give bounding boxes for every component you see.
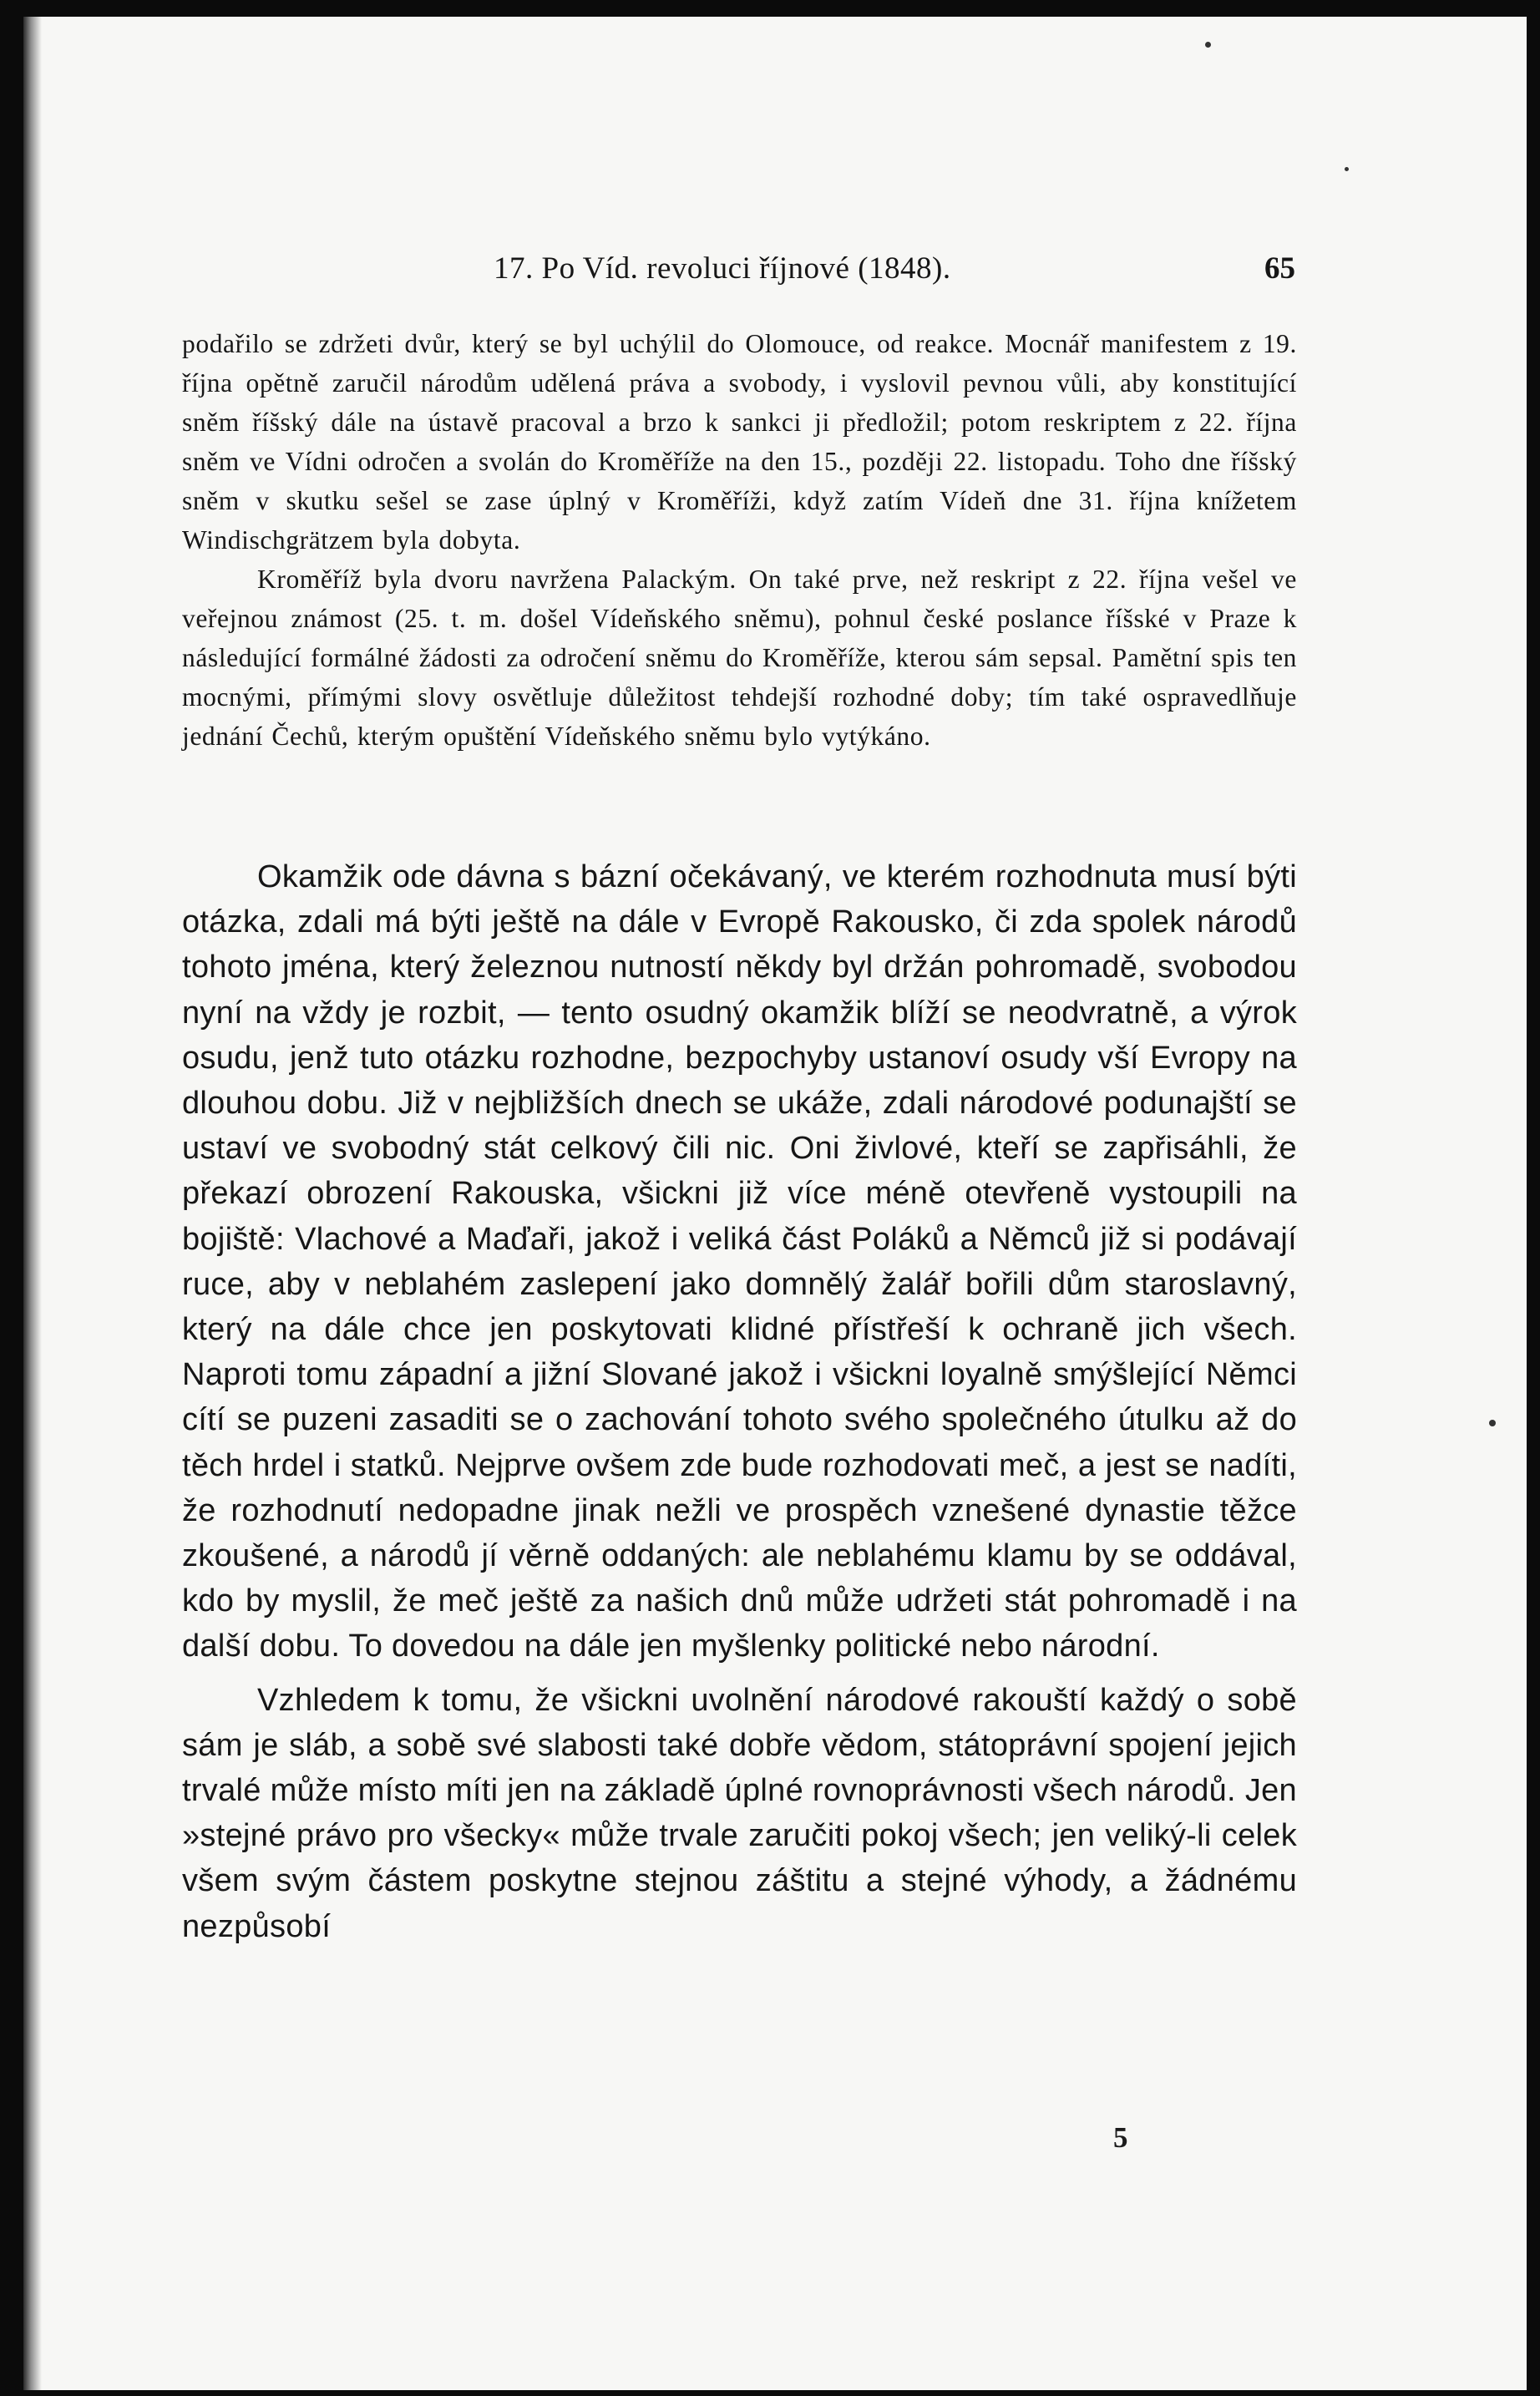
dust-speck bbox=[1205, 42, 1211, 48]
body-paragraph: Okamžik ode dávna s bázní očekávaný, ve kterém rozhodnuta musí býti otázka, zdali má býti ještě na dále v Evropě Rakousko, či zda spolek národů tohoto jména, který železnou nutností někdy byl držán pohromadě, svobodou nyní na vždy je rozbit, — tento osudný okamžik blíží se neodvratně, a výrok osudu, jenž tuto otázku rozhodne, bezpochyby ustanoví osudy vší Evropy na dlouhou dobu. Již v nejbližších dnech se ukáže, zdali národové podunajští se ustaví ve svobodný stát celkový čili nic. Oni živlové, kteří se zapřisáhli, že překazí obrození Rakouska, všickni již více méně otevřeně vystoupili na bojiště: Vlachové a Maďaři, jakož i veliká část Poláků a Němců již si podávají ruce, aby v neblahém zaslepení jako domnělý žalář bořili dům staroslavný, který na dále chce jen poskytovati klidné přístřeší k ochraně jich všech. Naproti tomu západní a jižní Slované jakož i všickni loyalně smýšlející Němci cítí se puzeni zasaditi se o zachování tohoto svého společného útulku až do těch hrdel i statků. Nejprve ovšem zde bude rozhodovati meč, a jest se nadíti, že rozhodnutí nedopadne jinak nežli ve prospěch vznešené dynastie těžce zkoušené, a národů jí věrně oddaných: ale neblahému klamu by se oddával, kdo by myslil, že meč ještě za našich dnů může udržeti stát pohromadě i na další dobu. To dovedou na dále jen myšlenky politické nebo národní. bbox=[182, 859, 1297, 1664]
note-paragraph: Kroměříž byla dvoru navržena Palackým. On také prve, než reskript z 22. října vešel ve veřejnou známost (25. t. m. došel Vídeňského sněmu), pohnul české poslance říšské v Praze k následující formálné žádosti za odročení sněmu do Kroměříže, kterou sám sepsal. Pamětní spis ten mocnými, přímými slovy osvětluje důležitost tehdejší rozhodné doby; tím také ospravedlňuje jednání Čechů, kterým opuštění Vídeňského sněmu bylo vytýkáno. bbox=[182, 565, 1297, 751]
body-paragraph: Vzhledem k tomu, že všickni uvolnění národové rakouští každý o sobě sám je sláb, a sobě své slabosti také dobře vědom, státoprávní spojení jejich trvalé může místo míti jen na základě úplné rovnoprávnosti všech národů. Jen »stejné právo pro všecky« může trvale zaručiti pokoj všech; jen veliký-li celek všem svým částem poskytne stejnou záštitu a stejné výhody, a žádnému nezpůsobí bbox=[182, 1682, 1297, 1944]
dust-speck bbox=[1489, 1420, 1496, 1426]
introductory-note bbox=[182, 324, 1297, 756]
main-body bbox=[182, 854, 1297, 1949]
binding-shadow bbox=[23, 17, 42, 2390]
note-paragraph: podařilo se zdržeti dvůr, který se byl uchýlil do Olomouce, od reakce. Mocnář manifestem z 19. října opětně zaručil národům udělená práva a svobody, i vyslovil pevnou vůli, aby konstitující sněm říšský dále na ústavě pracoval a brzo k sankci ji předložil; potom reskriptem z 22. října sněm ve Vídni odročen a svolán do Kroměříže na den 15., později 22. listopadu. Toho dne říšský sněm v skutku sešel se zase úplný v Kroměříži, když zatím Vídeň dne 31. října knížetem Windischgrätzem byla dobyta. bbox=[182, 329, 1297, 555]
signature-mark: 5 bbox=[1113, 2121, 1128, 2154]
page-header bbox=[205, 241, 1295, 291]
running-head: 17. Po Víd. revoluci říjnové (1848). bbox=[494, 251, 951, 286]
page-number: 65 bbox=[1264, 251, 1295, 286]
dust-speck bbox=[1345, 167, 1349, 171]
scanned-page bbox=[23, 17, 1527, 2390]
